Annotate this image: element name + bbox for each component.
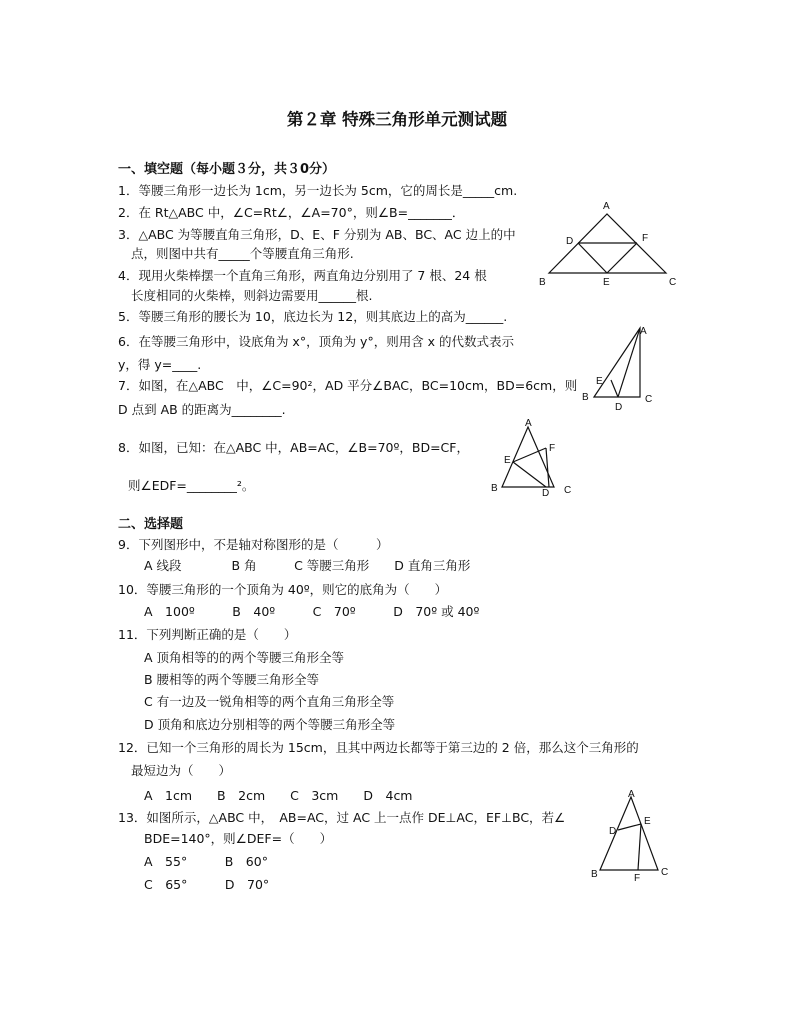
question-12-options: A 1cm B 2cm C 3cm D 4cm bbox=[144, 788, 413, 803]
section-heading-choice: 二、选择题 bbox=[118, 517, 184, 532]
question-1: 1．等腰三角形一边长为 1cm，另一边长为 5cm，它的周长是_____cm. bbox=[118, 183, 518, 198]
figure-angle-bisector bbox=[578, 322, 658, 412]
question-4: 4．现用火柴棒摆一个直角三角形，两直角边分别用了 7 根、24 根 bbox=[118, 268, 487, 283]
fig4-label-b: B bbox=[591, 869, 598, 880]
fig1-label-d: D bbox=[566, 236, 574, 247]
fig2-label-b: B bbox=[582, 392, 589, 403]
figure-isosceles-triangle-edf bbox=[487, 418, 577, 500]
fig1-label-f: F bbox=[642, 233, 649, 244]
question-11-option-b: B 腰相等的两个等腰三角形全等 bbox=[144, 672, 320, 687]
fig2-label-d: D bbox=[615, 402, 623, 413]
fig3-label-c: C bbox=[564, 485, 572, 496]
question-3: 3．△ABC 为等腰直角三角形，D、E、F 分别为 AB、BC、AC 边上的中 bbox=[118, 227, 516, 242]
fig3-label-b: B bbox=[491, 483, 498, 494]
fig1-label-a: A bbox=[603, 201, 610, 212]
question-11-option-c: C 有一边及一锐角相等的两个直角三角形全等 bbox=[144, 694, 395, 709]
question-10-options: A 100º B 40º C 70º D 70º 或 40º bbox=[144, 604, 480, 619]
question-6: 6．在等腰三角形中，设底角为 x°，顶角为 y°，则用含 x 的代数式表示 bbox=[118, 334, 515, 349]
fig2-label-a: A bbox=[640, 326, 647, 337]
fig4-label-a: A bbox=[628, 789, 635, 800]
question-11-option-d: D 顶角和底边分别相等的两个等腰三角形全等 bbox=[144, 717, 396, 732]
fig2-label-e: E bbox=[596, 376, 603, 387]
question-7-cont: D 点到 AB 的距离为________. bbox=[118, 402, 286, 417]
question-6-cont: y，得 y=____. bbox=[118, 357, 202, 372]
question-13-options-cd: C 65° D 70° bbox=[144, 877, 270, 892]
question-13-options-ab: A 55° B 60° bbox=[144, 854, 268, 869]
question-8-cont: 则∠EDF=________²。 bbox=[128, 478, 255, 493]
fig4-label-c: C bbox=[661, 867, 669, 878]
question-13: 13．如图所示，△ABC 中， AB=AC，过 AC 上一点作 DE⊥AC，EF⊥BC，若∠ bbox=[118, 810, 566, 825]
question-7: 7．如图，在△ABC 中，∠C=90²，AD 平分∠BAC，BC=10cm，BD=6cm，则 bbox=[118, 378, 578, 393]
fig3-label-f: F bbox=[549, 443, 556, 454]
question-8: 8．如图，已知：在△ABC 中，AB=AC，∠B=70º，BD=CF， bbox=[118, 440, 469, 455]
fig1-label-e: E bbox=[603, 277, 610, 288]
question-3-cont: 点，则图中共有_____个等腰直角三角形. bbox=[131, 246, 354, 261]
fig3-label-d: D bbox=[542, 488, 550, 499]
question-10: 10．等腰三角形的一个顶角为 40º，则它的底角为（ ） bbox=[118, 582, 448, 597]
question-11: 11．下列判断正确的是（ ） bbox=[118, 627, 297, 642]
fig1-label-c: C bbox=[669, 277, 677, 288]
fig3-label-a: A bbox=[525, 418, 532, 429]
question-2: 2．在 Rt△ABC 中，∠C=Rt∠，∠A=70°，则∠B=_______． bbox=[118, 205, 465, 220]
section-heading-fill-blank: 一、填空题（每小题３分，共３0分） bbox=[118, 162, 336, 177]
question-9-options: A 线段 B 角 C 等腰三角形 D 直角三角形 bbox=[144, 558, 471, 573]
question-4-cont: 长度相同的火柴棒，则斜边需要用______根. bbox=[131, 288, 373, 303]
question-9: 9．下列图形中，不是轴对称图形的是（ ） bbox=[118, 537, 389, 552]
fig3-label-e: E bbox=[504, 455, 511, 466]
fig4-label-d: D bbox=[609, 826, 617, 837]
fig1-label-b: B bbox=[539, 277, 546, 288]
question-12: 12．已知一个三角形的周长为 15cm，且其中两边长都等于第三边的 2 倍，那么这个三角形的 bbox=[118, 740, 639, 755]
figure-isosceles-right-triangle bbox=[535, 198, 685, 293]
fig2-label-c: C bbox=[645, 394, 653, 405]
fig4-label-f: F bbox=[634, 873, 641, 884]
page-title: 第２章 特殊三角形单元测试题 bbox=[286, 110, 508, 129]
fig4-label-e: E bbox=[644, 816, 651, 827]
figure-perpendiculars bbox=[588, 788, 678, 883]
question-13-cont: BDE=140°，则∠DEF=（ ） bbox=[144, 831, 333, 846]
question-5: 5．等腰三角形的腰长为 10，底边长为 12，则其底边上的高为______. bbox=[118, 309, 508, 324]
question-12-cont: 最短边为（ ） bbox=[131, 763, 232, 778]
question-11-option-a: A 顶角相等的的两个等腰三角形全等 bbox=[144, 650, 345, 665]
